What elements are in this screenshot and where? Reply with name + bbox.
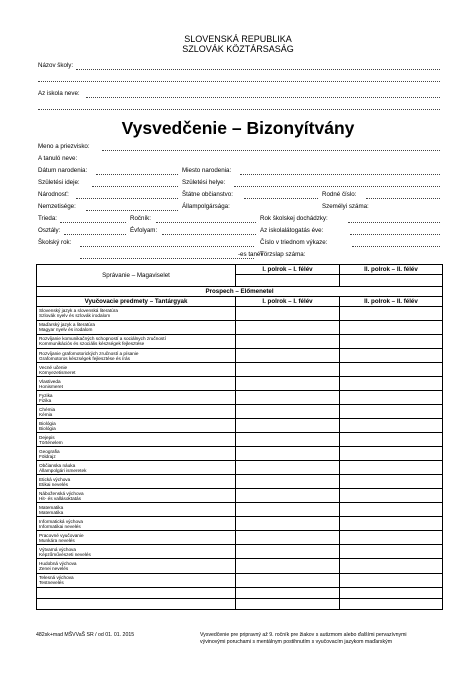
citizenship-field[interactable] (244, 197, 318, 199)
subject-row (37, 517, 443, 531)
birth-place-hu-field[interactable] (234, 185, 440, 187)
second-half-grade-cell[interactable] (340, 559, 443, 573)
first-half-grade-cell[interactable] (236, 475, 340, 489)
first-half-grade-cell[interactable] (236, 377, 340, 391)
first-half-grade-cell[interactable] (236, 559, 340, 573)
subject-name-sk: Etická výchova (39, 476, 71, 482)
school-year-label: Školský rok: (38, 239, 72, 246)
school-address-label: Az iskola neve: (38, 90, 80, 97)
first-half-grade-cell[interactable] (236, 320, 340, 334)
subject-name-sk: Biológia (39, 420, 56, 426)
country-name-sk: SLOVENSKÁ REPUBLIKA (184, 34, 292, 44)
first-half-grade-cell[interactable] (236, 363, 340, 377)
subject-name-hu: Zenei nevelés (39, 565, 69, 571)
subject-name (37, 489, 236, 503)
citizenship-label: Štátne občianstvo: (182, 191, 233, 198)
birth-place-hu-label: Születési helye: (182, 179, 226, 186)
subject-name-sk: Občianska náuka (39, 462, 76, 468)
subject-row (37, 377, 443, 391)
subject-name-sk: Rozvíjanie grafomotorických zručností a písanie (39, 350, 139, 356)
class-field[interactable] (60, 221, 126, 223)
school-name-label: Názov školy: (38, 62, 74, 69)
subject-row (37, 475, 443, 489)
subject-name (37, 306, 236, 320)
birth-number-field[interactable] (366, 197, 440, 199)
subject-name-hu: Honismeret (39, 383, 63, 389)
first-half-grade-cell[interactable] (236, 433, 340, 447)
name-hu-label: A tanuló neve: (38, 155, 78, 162)
subject-name (37, 559, 236, 573)
second-half-grade-cell[interactable] (340, 531, 443, 545)
subject-name-hu: Testnevelés (39, 580, 64, 586)
form-description-line1: Vysvedčenie pre pripravný až 9. ročník pre žiakov s autizmom alebo ďalšími pervazívnymi (200, 632, 407, 638)
birth-number-label: Rodné číslo: (322, 191, 357, 198)
second-half-grade-cell[interactable] (340, 320, 443, 334)
second-half-header-2: II. polrok – II. félév (340, 297, 443, 307)
subject-name-hu: Állampolgári ismeretek (39, 467, 87, 473)
subject-name-hu: Szlovák nyelv és szlovák irodalom (39, 313, 111, 319)
subject-row (37, 461, 443, 475)
subject-name (37, 334, 236, 348)
blank-first-half-cell[interactable] (236, 598, 340, 609)
second-half-grade-cell[interactable] (340, 503, 443, 517)
first-half-grade-cell[interactable] (236, 503, 340, 517)
first-half-grade-cell[interactable] (236, 306, 340, 320)
subject-name (37, 447, 236, 461)
subject-name-sk: Hudobná výchova (39, 560, 77, 566)
subject-name-hu: Biológia (39, 425, 56, 431)
blank-second-half-cell[interactable] (340, 598, 443, 609)
class-label: Trieda: (38, 215, 58, 222)
subject-row (37, 447, 443, 461)
first-half-grade-cell[interactable] (236, 517, 340, 531)
subject-name (37, 391, 236, 405)
school-address-field[interactable] (86, 96, 440, 98)
second-half-grade-cell[interactable] (340, 517, 443, 531)
first-half-grade-cell[interactable] (236, 391, 340, 405)
second-half-grade-cell[interactable] (340, 489, 443, 503)
subject-name-hu: Grafomotoros készségek fejlesztése és írás (39, 355, 130, 361)
subject-name-hu: Kémia (39, 411, 53, 417)
blank-row (37, 598, 443, 609)
attendance-hu-label: Az iskolalátogatás éve: (260, 227, 324, 234)
subject-name-hu: Hit- és vallásoktatás (39, 495, 81, 501)
first-half-grade-cell[interactable] (236, 334, 340, 348)
subject-row (37, 391, 443, 405)
school-year-hu-field[interactable] (80, 257, 254, 259)
subject-row (37, 573, 443, 587)
subject-row (37, 419, 443, 433)
subject-name-hu: Matematika (39, 509, 64, 515)
attendance-hu-field[interactable] (350, 233, 440, 235)
subject-name-hu: Környezetismeret (39, 369, 76, 375)
form-code: 482sk+mad MŠVVaŠ SR / od 01. 01. 2015 (36, 632, 135, 638)
blank-subject-cell[interactable] (37, 598, 236, 609)
second-half-grade-cell[interactable] (340, 447, 443, 461)
second-half-grade-cell[interactable] (340, 475, 443, 489)
year-field[interactable] (156, 221, 256, 223)
subject-name-sk: Maďarský jazyk a literatúra (39, 322, 96, 328)
first-half-grade-cell[interactable] (236, 545, 340, 559)
first-half-grade-cell[interactable] (236, 349, 340, 363)
school-name-field-2[interactable] (38, 80, 440, 82)
subject-name (37, 377, 236, 391)
grades-table (36, 264, 443, 610)
attendance-field[interactable] (348, 221, 440, 223)
behavior-first-half-cell[interactable] (236, 274, 340, 286)
subject-name (37, 573, 236, 587)
birth-date-hu-label: Születési ideje: (38, 179, 80, 186)
subject-name-hu: Történelem (39, 439, 63, 445)
subject-name (37, 349, 236, 363)
subject-row (37, 334, 443, 348)
year-hu-label: Évfolyam: (130, 227, 158, 234)
nationality-field[interactable] (76, 197, 178, 199)
subject-name-hu: Etikai nevelés (39, 481, 68, 487)
subject-row (37, 503, 443, 517)
class-hu-label: Osztály: (38, 227, 61, 234)
subject-name-hu: Kommunikációs és szociális készségek fejlesztése (39, 341, 145, 347)
first-half-grade-cell[interactable] (236, 531, 340, 545)
second-half-grade-cell[interactable] (340, 405, 443, 419)
blank-row (37, 587, 443, 598)
birth-place-label: Miesto narodenia: (182, 167, 232, 174)
blank-first-half-cell[interactable] (236, 587, 340, 598)
subject-name (37, 545, 236, 559)
subject-name (37, 531, 236, 545)
subject-row (37, 320, 443, 334)
subject-row (37, 306, 443, 320)
first-half-grade-cell[interactable] (236, 573, 340, 587)
register-number-field[interactable] (352, 245, 440, 247)
id-number-hu-label: Személyi száma: (322, 203, 369, 210)
subject-name (37, 363, 236, 377)
subject-name-hu: Munkára nevelés (39, 537, 75, 543)
blank-second-half-cell[interactable] (340, 587, 443, 598)
second-half-grade-cell[interactable] (340, 573, 443, 587)
birth-date-label: Dátum narodenia: (38, 167, 88, 174)
class-hu-field[interactable] (64, 233, 126, 235)
second-half-grade-cell[interactable] (340, 306, 443, 320)
name-field[interactable] (102, 149, 440, 151)
second-half-header: II. polrok – II. félév (340, 265, 443, 275)
subject-name (37, 517, 236, 531)
nationality-hu-field[interactable] (86, 209, 178, 211)
school-year-suffix: -es tanév (238, 251, 264, 258)
behavior-label: Správanie – Magaviselet (37, 265, 236, 287)
subject-name-sk: Telesná výchova (39, 575, 74, 581)
second-half-grade-cell[interactable] (340, 545, 443, 559)
birth-place-field[interactable] (240, 173, 440, 175)
subject-row (37, 559, 443, 573)
second-half-grade-cell[interactable] (340, 419, 443, 433)
subject-name-sk: Chémia (39, 406, 56, 412)
name-label: Meno a priezvisko: (38, 143, 90, 150)
progress-header: Prospech – Előmenetel (37, 287, 443, 297)
form-description-line2: vývinovými poruchami s mentálnym postihnutím s vyučovacím jazykom maďarským (200, 639, 393, 645)
subject-name-sk: Slovenský jazyk a slovenská literatúra (39, 308, 118, 314)
citizenship-hu-label: Állampolgársága: (182, 203, 230, 210)
second-half-grade-cell[interactable] (340, 433, 443, 447)
subject-name (37, 433, 236, 447)
page-title: Vysvedčenie – Bizonyítvány (121, 118, 355, 138)
subject-name-hu: Földrajz (39, 453, 56, 459)
first-half-grade-cell[interactable] (236, 419, 340, 433)
subject-row (37, 405, 443, 419)
register-number-hu-label: Törzslap száma: (260, 251, 306, 258)
year-label: Ročník: (130, 215, 151, 222)
first-half-header-2: I. polrok – I. félév (236, 297, 340, 307)
birth-date-field[interactable] (96, 173, 178, 175)
subject-name-sk: Pracovné vyučovanie (39, 532, 84, 538)
subject-name-sk: Vecné učenie (39, 364, 68, 370)
subject-name-sk: Náboženská výchova (39, 490, 84, 496)
nationality-hu-label: Nemzetisége: (38, 203, 76, 210)
subject-row (37, 545, 443, 559)
second-half-grade-cell[interactable] (340, 349, 443, 363)
subjects-header: Vyučovacie predmety – Tantárgyak (37, 297, 236, 307)
subject-row (37, 363, 443, 377)
second-half-grade-cell[interactable] (340, 461, 443, 475)
school-name-field[interactable] (76, 68, 440, 70)
subject-name-sk: Výtvarná výchova (39, 546, 76, 552)
subject-name (37, 503, 236, 517)
first-half-grade-cell[interactable] (236, 461, 340, 475)
subject-name-hu: Magyar nyelv és irodalom (39, 327, 93, 333)
school-year-field[interactable] (80, 245, 254, 247)
subject-name-sk: Vlastiveda (39, 378, 61, 384)
first-half-grade-cell[interactable] (236, 489, 340, 503)
subject-name-hu: Képzőművészeti nevelés (39, 551, 91, 557)
subject-name-sk: Matematika (39, 504, 64, 510)
birth-date-hu-field[interactable] (92, 185, 178, 187)
subject-row (37, 349, 443, 363)
first-half-header: I. polrok – I. félév (236, 265, 340, 275)
second-half-grade-cell[interactable] (340, 391, 443, 405)
behavior-second-half-cell[interactable] (340, 274, 443, 286)
subject-name-sk: Dejepis (39, 434, 55, 440)
subject-name (37, 320, 236, 334)
register-number-label: Číslo v triednom výkaze: (260, 239, 328, 246)
subject-name-sk: Rozvíjanie komunikačných schopností a sociálnych zručností (39, 336, 166, 342)
subject-name (37, 461, 236, 475)
subject-name-sk: Geografia (39, 448, 60, 454)
nationality-label: Národnosť: (38, 191, 69, 198)
first-half-grade-cell[interactable] (236, 447, 340, 461)
first-half-grade-cell[interactable] (236, 405, 340, 419)
subject-name (37, 475, 236, 489)
second-half-grade-cell[interactable] (340, 377, 443, 391)
attendance-label: Rok školskej dochádzky: (260, 215, 328, 222)
subject-name (37, 405, 236, 419)
subject-row (37, 433, 443, 447)
subject-name-hu: Informatikai nevelés (39, 523, 81, 529)
school-address-field-2[interactable] (38, 108, 440, 110)
second-half-grade-cell[interactable] (340, 363, 443, 377)
subject-row (37, 489, 443, 503)
subject-name (37, 419, 236, 433)
subject-name-sk: Informatická výchova (39, 518, 84, 524)
blank-subject-cell[interactable] (37, 587, 236, 598)
subject-name-hu: Fizika (39, 397, 52, 403)
subject-name-sk: Fyzika (39, 392, 53, 398)
year-hu-field[interactable] (162, 233, 256, 235)
subject-row (37, 531, 443, 545)
country-name-hu: SZLOVÁK KÖZTÁRSASÁG (182, 44, 294, 54)
second-half-grade-cell[interactable] (340, 334, 443, 348)
